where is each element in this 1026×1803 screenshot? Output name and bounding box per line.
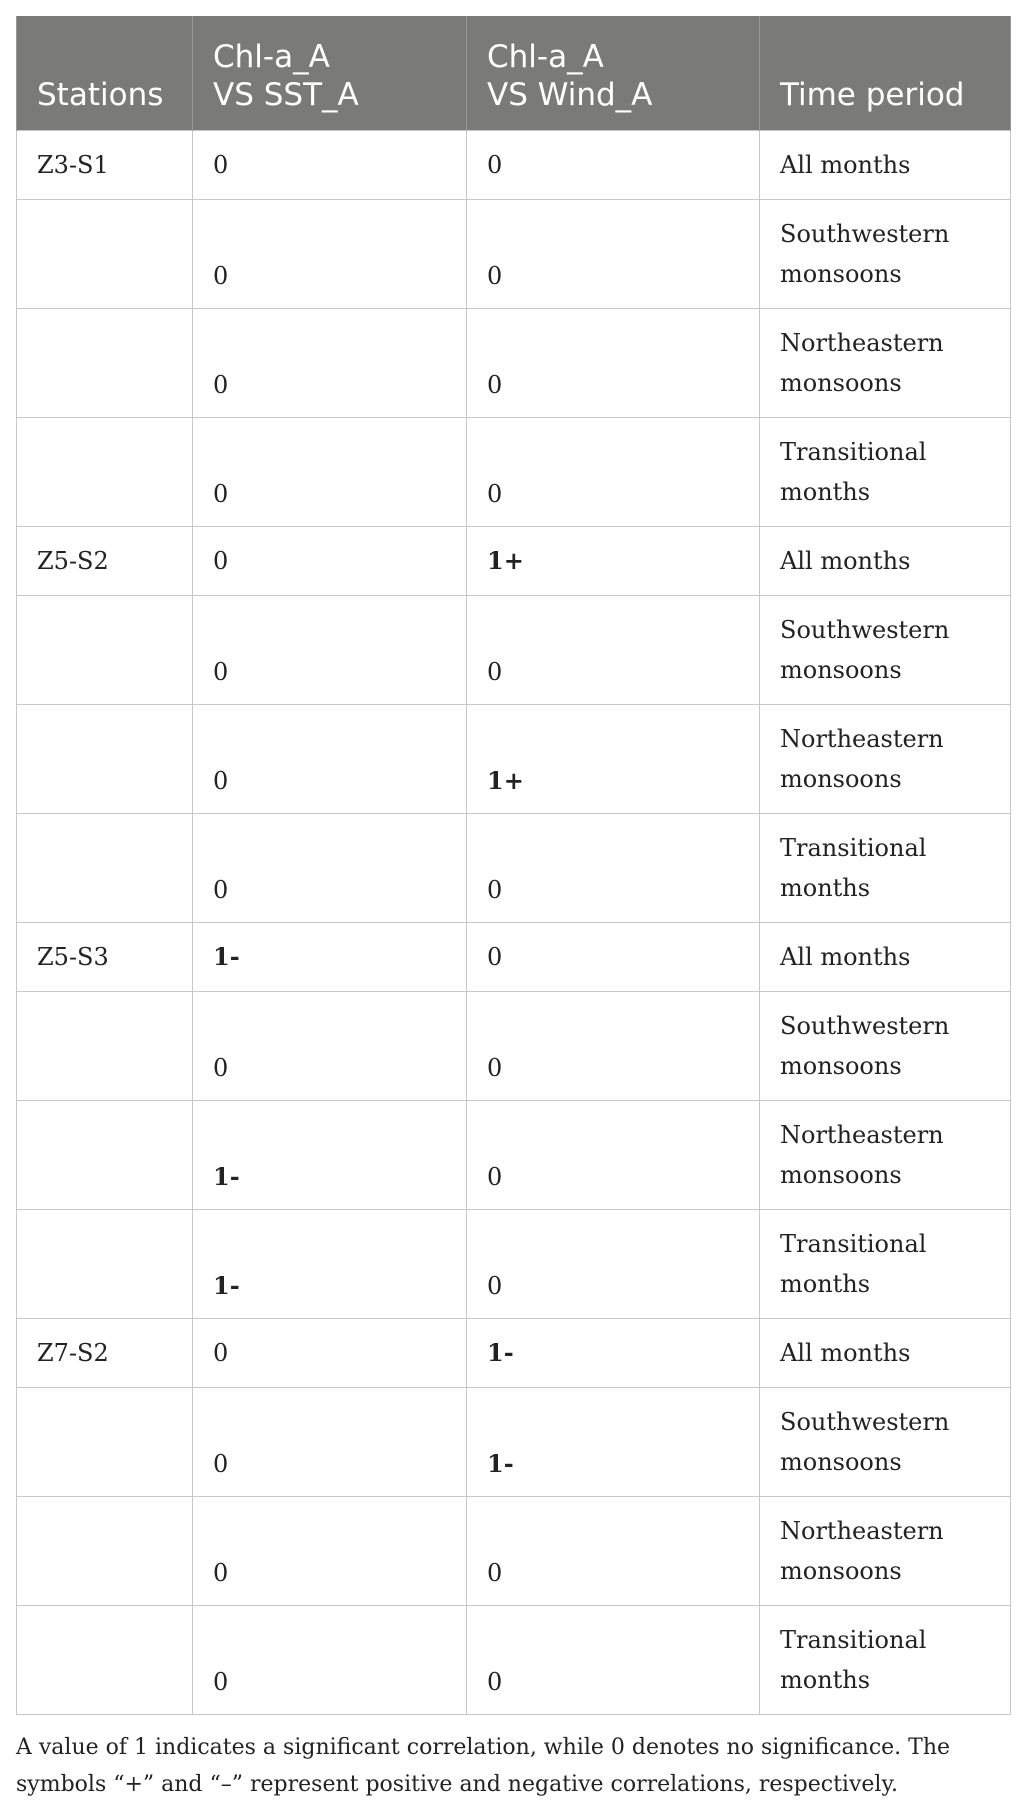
time-period-line: Southwestern [780, 219, 950, 248]
time-period-line: Transitional [780, 1625, 927, 1654]
station-cell [17, 1496, 193, 1605]
station-cell: Z5-S2 [17, 526, 193, 595]
time-period-line: Transitional [780, 1229, 927, 1258]
time-period-cell [760, 1496, 1011, 1605]
table-row [17, 1100, 1011, 1209]
station-cell: Z7-S2 [17, 1318, 193, 1387]
station-cell [17, 417, 193, 526]
table-row [17, 130, 1011, 199]
sst-correlation-cell: 0 [193, 595, 467, 704]
table-row [17, 308, 1011, 417]
time-period-line: months [780, 477, 871, 506]
station-cell [17, 1100, 193, 1209]
sst-correlation-cell: 0 [193, 1605, 467, 1714]
table-row [17, 526, 1011, 595]
table-row [17, 199, 1011, 308]
time-period-cell [760, 1209, 1011, 1318]
header-time-period [760, 16, 1011, 130]
table-row [17, 991, 1011, 1100]
wind-correlation-cell: 1- [467, 1387, 760, 1496]
station-cell [17, 199, 193, 308]
table-row [17, 1318, 1011, 1387]
header-line: Chl-a_A [213, 38, 330, 75]
sst-correlation-cell: 0 [193, 308, 467, 417]
table-row [17, 1496, 1011, 1605]
wind-correlation-cell: 1- [467, 1318, 760, 1387]
table-row [17, 922, 1011, 991]
sst-correlation-cell: 0 [193, 1387, 467, 1496]
header-chl-vs-wind [467, 16, 760, 130]
table-container [16, 16, 1010, 1803]
time-period-line: Southwestern [780, 1407, 950, 1436]
time-period-cell [760, 813, 1011, 922]
wind-correlation-cell: 0 [467, 417, 760, 526]
wind-correlation-cell: 0 [467, 1100, 760, 1209]
time-period-line: All months [780, 546, 911, 575]
sst-correlation-cell: 1- [193, 1209, 467, 1318]
header-line: VS Wind_A [487, 76, 653, 113]
time-period-cell [760, 1605, 1011, 1714]
header-line: VS SST_A [213, 76, 359, 113]
time-period-cell [760, 991, 1011, 1100]
time-period-line: All months [780, 1338, 911, 1367]
sst-correlation-cell: 0 [193, 1496, 467, 1605]
station-cell [17, 1209, 193, 1318]
table-body [17, 130, 1011, 1714]
table-row [17, 1605, 1011, 1714]
header-line: Stations [37, 76, 164, 113]
station-cell: Z5-S3 [17, 922, 193, 991]
wind-correlation-cell: 0 [467, 813, 760, 922]
station-cell [17, 1605, 193, 1714]
wind-correlation-cell: 0 [467, 199, 760, 308]
time-period-line: Northeastern [780, 328, 944, 357]
time-period-line: Transitional [780, 833, 927, 862]
time-period-line: monsoons [780, 764, 902, 793]
time-period-line: months [780, 1269, 871, 1298]
time-period-line: Northeastern [780, 1120, 944, 1149]
time-period-cell [760, 526, 1011, 595]
station-cell: Z3-S1 [17, 130, 193, 199]
header-line: Chl-a_A [487, 38, 604, 75]
sst-correlation-cell: 0 [193, 991, 467, 1100]
sst-correlation-cell: 0 [193, 199, 467, 308]
header-chl-vs-sst [193, 16, 467, 130]
table-row [17, 813, 1011, 922]
station-cell [17, 595, 193, 704]
header-row [17, 16, 1011, 130]
table-row [17, 595, 1011, 704]
time-period-cell [760, 1100, 1011, 1209]
time-period-line: Northeastern [780, 1516, 944, 1545]
wind-correlation-cell: 0 [467, 1209, 760, 1318]
time-period-line: monsoons [780, 1160, 902, 1189]
time-period-cell [760, 1318, 1011, 1387]
time-period-line: monsoons [780, 259, 902, 288]
wind-correlation-cell: 0 [467, 922, 760, 991]
time-period-cell [760, 417, 1011, 526]
station-cell [17, 813, 193, 922]
time-period-cell [760, 199, 1011, 308]
time-period-line: months [780, 1665, 871, 1694]
wind-correlation-cell: 0 [467, 595, 760, 704]
table-row [17, 704, 1011, 813]
sst-correlation-cell: 0 [193, 813, 467, 922]
table-footnote: A value of 1 indicates a significant correlation, while 0 denotes no significance. The symbols “+” and “–” represent positive and negative correlations, respectively. [16, 1734, 951, 1797]
table-row [17, 1209, 1011, 1318]
time-period-line: Southwestern [780, 1011, 950, 1040]
time-period-cell [760, 595, 1011, 704]
time-period-line: Transitional [780, 437, 927, 466]
station-cell [17, 308, 193, 417]
sst-correlation-cell: 1- [193, 922, 467, 991]
time-period-line: months [780, 873, 871, 902]
sst-correlation-cell: 0 [193, 1318, 467, 1387]
header-line: Time period [780, 76, 965, 113]
sst-correlation-cell: 0 [193, 704, 467, 813]
station-cell [17, 991, 193, 1100]
table-header [17, 16, 1011, 130]
correlation-table [16, 16, 1011, 1715]
wind-correlation-cell: 0 [467, 991, 760, 1100]
time-period-cell [760, 704, 1011, 813]
time-period-line: monsoons [780, 1051, 902, 1080]
table-row [17, 1387, 1011, 1496]
table-row [17, 417, 1011, 526]
time-period-line: monsoons [780, 1556, 902, 1585]
time-period-cell [760, 308, 1011, 417]
sst-correlation-cell: 0 [193, 130, 467, 199]
wind-correlation-cell: 0 [467, 130, 760, 199]
sst-correlation-cell: 0 [193, 526, 467, 595]
time-period-line: monsoons [780, 655, 902, 684]
time-period-line: monsoons [780, 1447, 902, 1476]
time-period-cell [760, 1387, 1011, 1496]
sst-correlation-cell: 1- [193, 1100, 467, 1209]
time-period-line: monsoons [780, 368, 902, 397]
time-period-line: All months [780, 150, 911, 179]
wind-correlation-cell: 0 [467, 1605, 760, 1714]
wind-correlation-cell: 1+ [467, 526, 760, 595]
time-period-line: Southwestern [780, 615, 950, 644]
wind-correlation-cell: 0 [467, 308, 760, 417]
time-period-cell [760, 922, 1011, 991]
sst-correlation-cell: 0 [193, 417, 467, 526]
time-period-line: Northeastern [780, 724, 944, 753]
time-period-line: All months [780, 942, 911, 971]
header-stations [17, 16, 193, 130]
time-period-cell [760, 130, 1011, 199]
station-cell [17, 704, 193, 813]
wind-correlation-cell: 1+ [467, 704, 760, 813]
wind-correlation-cell: 0 [467, 1496, 760, 1605]
station-cell [17, 1387, 193, 1496]
